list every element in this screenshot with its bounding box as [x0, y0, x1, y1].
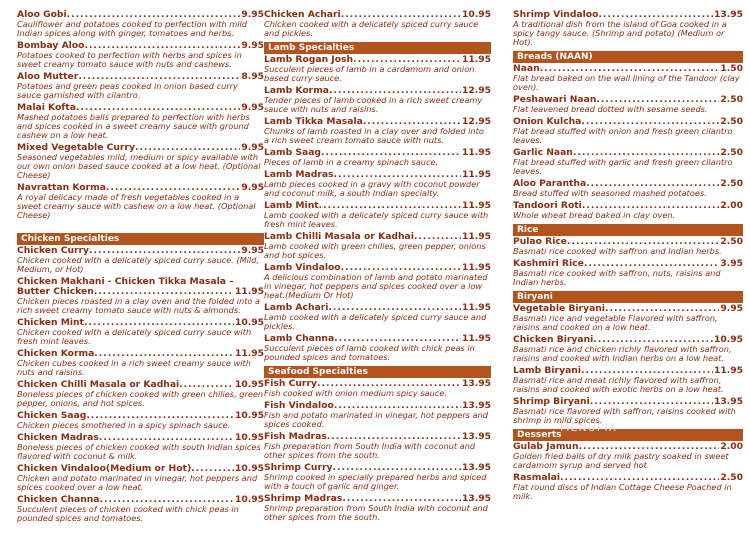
vegetable-section	[17, 10, 264, 220]
dish-price: 13.95	[461, 400, 491, 412]
menu-item	[17, 72, 264, 100]
dish-name: Aloo Parantha	[513, 178, 587, 190]
dish-description: Basmati rice and vegetable Flavored with saffron, raisins and cooked on a low heat.	[513, 313, 718, 333]
dish-name: Chicken Chilli Masala or Kadhai	[17, 379, 180, 391]
dish-price: 11.95	[234, 348, 264, 360]
dish-description: Flat bread baked on the wall lining of the Tandoor (clay oven).	[513, 73, 740, 93]
menu-column-1	[17, 10, 264, 526]
dish-description: Basmati rice flavored with saffron, raisins cooked with shrimp in mild spices.	[513, 406, 736, 426]
dish-price: 2.00	[720, 441, 743, 453]
menu-item	[17, 143, 264, 180]
dish-name: Lamb Mint	[264, 200, 319, 212]
dish-description: Chicken cooked with a delicately spiced curry sauce with fresh mint leaves.	[17, 327, 252, 347]
breads-section	[513, 64, 743, 220]
dish-description: Chicken cooked with a delicately spiced curry sauce. (Mild, Medium, or Hot)	[17, 255, 259, 275]
menu-item	[513, 179, 743, 198]
section-header-lamb: Lamb Specialties	[264, 42, 491, 54]
menu-item	[264, 379, 491, 398]
dish-price: 10.95	[461, 9, 491, 20]
dish-price: 2.00	[720, 200, 743, 212]
dish-name: Aloo Gobi	[17, 9, 67, 20]
dish-name: Lamb Vindaloo	[264, 261, 341, 273]
dish-price: 9.95	[241, 245, 264, 257]
menu-item	[17, 10, 264, 38]
dish-description: Potatoes cooked to perfection with herbs and spices in sweet creamy tomato sauce with nuts and cashews.	[17, 49, 242, 70]
dish-description: Chicken cooked with a delicately spiced curry sauce and pickles.	[264, 19, 479, 39]
dish-description: Basmati rice and chicken richly flavored with saffron, raisins and cooked with Indian herbs on a low heat.	[513, 344, 732, 364]
dish-name: Lamb Saag	[264, 147, 321, 159]
dish-name: Chicken Korma	[17, 348, 95, 360]
dish-price: 2.50	[720, 472, 743, 484]
dish-description: Whole wheat bread baked in clay oven.	[513, 210, 676, 221]
dish-name: Garlic Naan	[513, 147, 573, 159]
menu-item	[17, 287, 264, 315]
dish-name: Rasmalai	[513, 472, 561, 484]
dish-price: 11.95	[461, 200, 491, 212]
dish-price: 10.95	[234, 317, 264, 329]
dish-description: Potatoes and green peas cooked in onion based curry sauce garnished with cilantro.	[17, 80, 238, 101]
dish-price: 12.95	[461, 85, 491, 97]
dish-name: Aloo Mutter	[17, 70, 79, 82]
dish-price: 13.95	[713, 396, 743, 408]
dish-description: Lamb cooked with green chilies, green pepper, onions and hot spices.	[264, 241, 486, 261]
dish-name: Lamb Achari	[264, 302, 329, 314]
menu-item	[17, 183, 264, 220]
dish-price: 11.95	[461, 261, 491, 273]
menu-item	[264, 463, 491, 491]
menu-item	[17, 103, 264, 140]
section-header-desserts: Desserts	[513, 429, 743, 441]
dish-name: Chicken Madras	[17, 432, 99, 443]
dish-price: 1.50	[720, 63, 743, 75]
menu-item	[513, 95, 743, 114]
chicken-continued-section	[264, 10, 491, 38]
dish-price: 11.95	[461, 54, 491, 66]
section-header-rice: Rice	[513, 224, 743, 236]
dish-price: 2.50	[720, 94, 743, 106]
menu-item	[17, 380, 264, 408]
dish-name: Chicken Vindaloo(Medium or Hot)	[17, 462, 192, 474]
menu-item	[17, 349, 264, 377]
dish-description: Pieces of lamb in a creamy spinach sauce.	[264, 157, 439, 168]
dish-name: Shrimp Curry	[264, 462, 333, 474]
watermark: MENUPIX	[560, 421, 618, 434]
menu-item	[17, 495, 264, 523]
dish-price: 9.95	[241, 101, 264, 113]
dish-description: Basmati rice cooked with saffron, nuts, raisins and Indian herbs.	[513, 268, 721, 288]
dish-description: Golden fried balls of dry milk pastry soaked in sweet cardamom syrup and served hot.	[513, 451, 729, 471]
dish-description: Lamb cooked with a delicately spiced curry sauce and pickles.	[264, 312, 487, 332]
dish-name: Chicken Mint	[17, 317, 84, 329]
menu-item	[264, 263, 491, 300]
dish-price: 11.95	[234, 286, 264, 298]
dish-name: Fish Curry	[264, 378, 317, 390]
dish-price: 13.95	[461, 378, 491, 390]
dish-price: 3.95	[720, 258, 743, 269]
dish-name: Chicken Saag	[17, 410, 87, 422]
menu-item	[264, 303, 491, 331]
menu-item	[17, 411, 264, 430]
dish-price: 11.95	[461, 333, 491, 345]
dish-description: Flat bread stuffed with garlic and fresh green cilantro leaves.	[513, 157, 733, 177]
dish-name: Kashmiri Rice	[513, 258, 584, 269]
dish-name: Chicken Curry	[17, 245, 90, 257]
dish-price: 10.95	[713, 334, 743, 346]
menu-item	[17, 318, 264, 346]
dish-description: Seasoned vegetables mild, medium or spicy available with our own onion based sauce cooked at a low heat. (Optional Cheese)	[17, 152, 261, 181]
menu-item	[513, 442, 743, 470]
dish-description: Mashed potatoes balls prepared to perfection with herbs and spices cooked in a sweet creamy sauce with ground cashew on a low heat.	[17, 111, 250, 141]
dish-description: Shrimp preparation from South India with coconut and other spices from the south.	[264, 503, 488, 523]
dish-description: Chicken pieces smothered in a spicy spinach sauce.	[17, 420, 231, 431]
menu-item	[513, 335, 743, 363]
dish-price: 11.95	[461, 231, 491, 242]
dish-description: Lamb pieces cooked in a gravy with coconut powder and coconut milk, a south Indian specialty.	[264, 179, 480, 199]
dish-price: 10.95	[234, 379, 264, 391]
menu-item	[264, 10, 491, 38]
dish-name: Lamb Madras	[264, 169, 334, 181]
dish-description: Fish and potato marinated in vinegar, hot peppers and spices cooked.	[264, 410, 488, 430]
dish-name: Chicken Channa	[17, 493, 100, 505]
dish-name: Malai Kofta	[17, 101, 76, 113]
dish-name: Gulab Jamun	[513, 441, 579, 453]
dish-price: 11.95	[461, 147, 491, 159]
dish-price: 9.95	[241, 9, 264, 20]
section-header-seafood: Seafood Specialties	[264, 366, 491, 378]
dish-name: Chicken Makhani - Chicken Tikka Masala –	[17, 276, 234, 288]
dish-description: A delicious combination of lamb and potato marinated in vinegar, hot peppers and spices cooked over a low heat.(Medium Or Hot)	[264, 271, 488, 301]
menu-item	[513, 259, 743, 287]
dish-name: Shrimp Madras	[264, 493, 343, 505]
menu-item	[513, 473, 743, 501]
dish-description: Succulent pieces of chicken cooked with chick peas in pounded spices and tomatoes.	[17, 503, 239, 524]
menu-item	[264, 432, 491, 460]
dish-description: Boneless pieces of chicken cooked with green chilies, green pepper, onions, and hot spices.	[17, 389, 264, 409]
menu-item	[17, 433, 264, 461]
menu-item	[513, 237, 743, 256]
dish-description: Chicken and potato marinated in vinegar, hot peppers and spices cooked over a low heat.	[17, 472, 258, 493]
dish-price: 2.50	[720, 116, 743, 128]
dish-description: Fish preparation from South India with coconut and other spices from the south.	[264, 441, 476, 461]
section-header-breads: Breads (NAAN)	[513, 51, 743, 63]
dish-price: 13.95	[461, 462, 491, 474]
dish-name: Onion Kulcha	[513, 116, 582, 128]
seafood-section	[264, 379, 491, 522]
dish-description: Flat bread stuffed with onion and fresh green cilantro leaves.	[513, 126, 733, 146]
dish-name: Lamb Korma	[264, 85, 329, 97]
dish-description: Flat leavened bread dotted with sesame seeds.	[513, 104, 708, 115]
menu-item	[264, 148, 491, 167]
menu-item	[17, 41, 264, 69]
dish-price: 13.95	[713, 9, 743, 20]
menu-item	[264, 334, 491, 362]
dish-description: Bread stuffed with seasoned mashed potatoes.	[513, 188, 707, 199]
section-header-biryani: Biryani	[513, 291, 743, 303]
dish-price: 11.95	[461, 302, 491, 314]
biryani-section	[513, 304, 743, 425]
dish-description: A traditional dish from the island of Goa cooked in a spicy tangy sauce. (Shrimp and potato) (Medium or Hot).	[513, 19, 727, 48]
dish-description: Cauliflower and potatoes cooked to perfection with mild Indian spices along with ginger, tomatoes and herbs.	[17, 19, 247, 39]
dish-price: 13.95	[461, 493, 491, 505]
dish-name: Lamb Rogan Josh	[264, 54, 354, 66]
dish-price: 10.95	[234, 432, 264, 443]
dish-name: Shrimp Vindaloo	[513, 9, 599, 20]
chicken-section	[17, 246, 264, 523]
dish-name: Pulao Rice	[513, 236, 568, 248]
menu-item	[264, 232, 491, 260]
dish-price: 13.95	[461, 431, 491, 443]
dish-name: Tandoori Roti	[513, 200, 582, 212]
menu-item	[17, 464, 264, 492]
menu-column-3	[513, 10, 743, 504]
menu-item	[264, 170, 491, 198]
dish-description: Lamb cooked with a delicately spiced curry sauce with fresh mint leaves.	[264, 210, 489, 230]
dish-price: 10.95	[234, 462, 264, 474]
dish-description: Chunks of lamb roasted in a clay over and folded into a rich sweet cream tomato sauce with nuts.	[264, 126, 484, 146]
menu-item	[264, 86, 491, 114]
dish-description: Boneless pieces of chicken cooked with south Indian spices flavored with coconut & milk.	[17, 442, 261, 462]
dish-name: Chicken Achari	[264, 9, 341, 20]
dish-description: Fish cooked with onion medium spicy sauce.	[264, 388, 447, 399]
dish-name: Mixed Vegetable Curry	[17, 142, 135, 154]
dish-description: Basmati rice cooked with saffron and Indian herbs.	[513, 246, 722, 257]
menu-item	[264, 55, 491, 83]
dish-price: 12.95	[461, 116, 491, 128]
rice-section	[513, 237, 743, 287]
dish-price: 11.95	[461, 169, 491, 181]
dish-description: Tender pieces of lamb cooked in a rich sweet creamy sauce with nuts and raisins.	[264, 95, 483, 115]
dish-name: Lamb Chilli Masala or Kadhai	[264, 231, 414, 242]
dish-name: Chicken Biryani	[513, 334, 594, 346]
dish-price: 2.50	[720, 236, 743, 248]
dish-price: 10.95	[234, 493, 264, 505]
dish-name: Lamb Tikka Masala	[264, 116, 363, 128]
dish-price: 9.95	[241, 39, 264, 51]
dish-name: Navrattan Korma	[17, 182, 106, 194]
menu-item	[264, 117, 491, 145]
menu-item	[264, 201, 491, 229]
dish-name: Lamb Channa	[264, 333, 335, 345]
dish-price: 11.95	[713, 365, 743, 377]
dish-description: Chicken pieces roasted in a clay oven and the folded into a rich sweet creamy tomato sauce with nuts & almonds.	[17, 296, 261, 316]
dish-price: 10.95	[234, 410, 264, 422]
menu-item	[513, 366, 743, 394]
dish-description: A royal delicacy made of fresh vegetables cooked in a sweet creamy sauce with cashew on a low heat. (Optional Cheese)	[17, 192, 256, 221]
menu-item	[264, 494, 491, 522]
menu-column-2	[264, 10, 491, 525]
menu-item	[513, 397, 743, 425]
dish-name: Shrimp Biryani	[513, 396, 590, 408]
menu-item	[513, 64, 743, 92]
dish-name: Fish Vindaloo	[264, 400, 334, 412]
dish-name: Peshawari Naan	[513, 94, 597, 106]
seafood-continued-section	[513, 10, 743, 47]
dish-description: Succulent pieces of lamb in a cardamom and onion based curry sauce.	[264, 64, 475, 84]
dish-name: Fish Madras	[264, 431, 327, 443]
dish-price: 8.95	[241, 70, 264, 82]
dish-description: Shrimp cooked in specially prepared herbs and spiced with a touch of garlic and ginger.	[264, 472, 487, 492]
dish-description: Flat round discs of Indian Cottage Cheese Poached in milk.	[513, 482, 732, 502]
menu-item	[513, 201, 743, 220]
menu-item	[264, 401, 491, 429]
dish-description: Succulent pieces of lamb cooked with chick peas in pounded spices and tomatoes.	[264, 343, 475, 363]
menu-item	[513, 117, 743, 145]
dish-name: Bombay Aloo	[17, 39, 85, 51]
dish-price: 9.95	[241, 142, 264, 154]
dish-description: Basmati rice and meat richly flavored with saffron, raisins and cooked with exotic herbs on a low heat.	[513, 375, 724, 395]
menu-item	[513, 10, 743, 47]
dish-price: 9.95	[720, 303, 743, 315]
dish-name: Vegetable Biryani	[513, 303, 605, 315]
lamb-section	[264, 55, 491, 362]
dish-price: 2.50	[720, 178, 743, 190]
section-header-chicken: Chicken Specialties	[17, 233, 264, 245]
menu-item	[513, 304, 743, 332]
dish-price: 9.95	[241, 182, 264, 194]
dish-name: Naan	[513, 63, 540, 75]
dish-name: Lamb Biryani	[513, 365, 581, 377]
dish-name: Butter Chicken	[17, 286, 94, 298]
dish-price: 2.50	[720, 147, 743, 159]
menu-item	[17, 246, 264, 274]
dish-description: Chicken cubes cooked in a rich sweet creamy sauce with nuts and raisins.	[17, 358, 251, 378]
desserts-section	[513, 442, 743, 501]
menu-item	[513, 148, 743, 176]
